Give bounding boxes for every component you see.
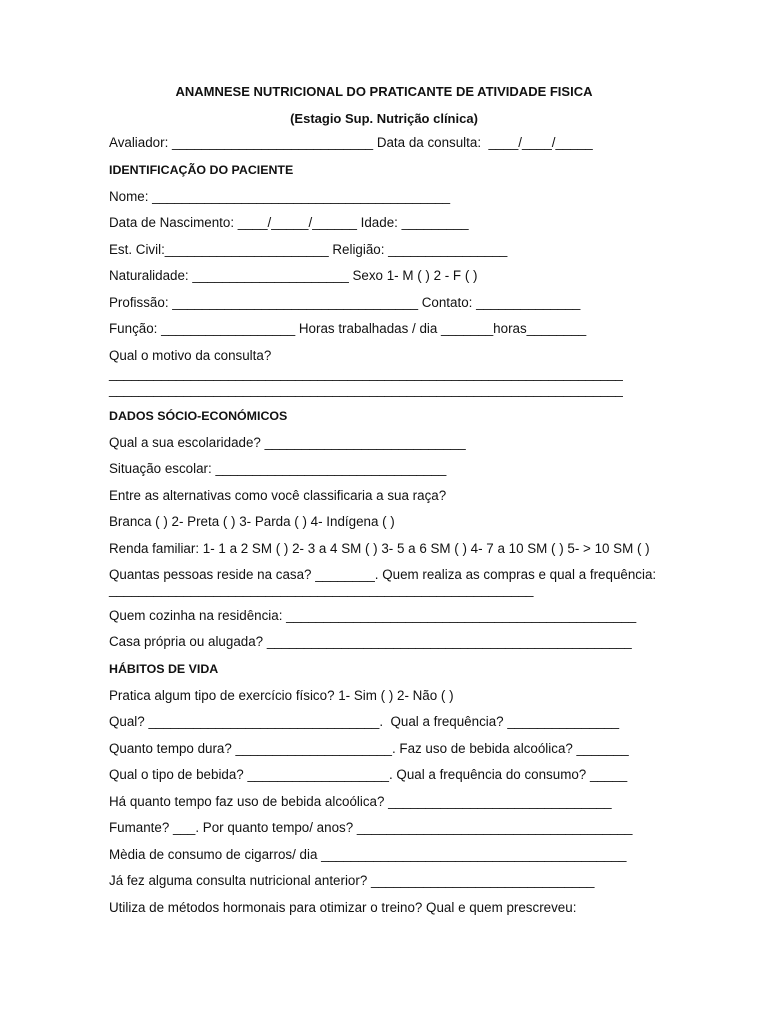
- consulta-line: Já fez alguma consulta nutricional anterior? ______________________________: [109, 873, 595, 888]
- naturalidade-line: Naturalidade: _____________________ Sexo 1- M ( ) 2 - F ( ): [109, 268, 478, 283]
- hormonais-line: Utiliza de métodos hormonais para otimizar o treino? Qual e quem prescreveu:: [109, 899, 577, 915]
- cozinha-line: Quem cozinha na residência: _______________________________________________: [109, 607, 637, 623]
- exercicio-line: Pratica algum tipo de exercício físico? 1- Sim ( ) 2- Não ( ): [109, 687, 454, 703]
- motivo-blank-1: _____________________________________________________________________: [109, 365, 623, 381]
- avaliador-line: Avaliador: ___________________________ Data da consulta: ____/____/_____: [109, 135, 593, 150]
- situacao-line: Situação escolar: _______________________________: [109, 461, 447, 476]
- nascimento-line: Data de Nascimento: ____/_____/______ Idade: _________: [109, 215, 469, 230]
- qual-line: Qual? _______________________________. Qual a frequência? _______________: [109, 714, 620, 729]
- civil-line: Est. Civil:______________________ Religião: ________________: [109, 241, 508, 257]
- profissao-line: Profissão: _________________________________ Contato: ______________: [109, 294, 581, 310]
- renda-line: Renda familiar: 1- 1 a 2 SM ( ) 2- 3 a 4 SM ( ) 3- 5 a 6 SM ( ) 4- 7 a 10 SM ( ) 5- > 10 SM ( ): [109, 540, 650, 556]
- funcao-line: Função: __________________ Horas trabalhadas / dia _______horas________: [109, 321, 587, 336]
- identificacao-heading: IDENTIFICAÇÃO DO PACIENTE: [109, 162, 294, 177]
- form-page: [109, 84, 659, 926]
- bebida-line: Qual o tipo de bebida? ___________________. Qual a frequência do consumo? _____: [109, 767, 628, 782]
- escolaridade-line: Qual a sua escolaridade? ___________________________: [109, 434, 466, 450]
- tempo-line: Quanto tempo dura? _____________________. Faz uso de bebida alcoólica? _______: [109, 740, 629, 756]
- casa-line: Casa própria ou alugada? _________________________________________________: [109, 634, 632, 649]
- fumante-line: Fumante? ___. Por quanto tempo/ anos? _____________________________________: [109, 820, 633, 835]
- nome-line: Nome: ________________________________________: [109, 188, 451, 204]
- raca-question: Entre as alternativas como você classificaria a sua raça?: [109, 487, 447, 503]
- habitos-heading: HÁBITOS DE VIDA: [109, 661, 219, 676]
- socio-heading: DADOS SÓCIO-ECONÓMICOS: [109, 408, 288, 423]
- pessoas-line: Quantas pessoas reside na casa? ________. Quem realiza as compras e qual a frequência: _________________________________________________________: [109, 566, 657, 597]
- document-subtitle: (Estagio Sup. Nutrição clínica): [290, 111, 478, 126]
- raca-options: Branca ( ) 2- Preta ( ) 3- Parda ( ) 4- Indígena ( ): [109, 514, 395, 529]
- motivo-question: Qual o motivo da consulta?: [109, 347, 272, 363]
- motivo-blank-2: _____________________________________________________________________: [109, 381, 623, 397]
- cigarros-line: Mèdia de consumo de cigarros/ dia _________________________________________: [109, 846, 627, 862]
- document-title: ANAMNESE NUTRICIONAL DO PRATICANTE DE ATIVIDADE FISICA: [175, 84, 593, 99]
- ha-quanto-line: Há quanto tempo faz uso de bebida alcoólica? ______________________________: [109, 793, 612, 809]
